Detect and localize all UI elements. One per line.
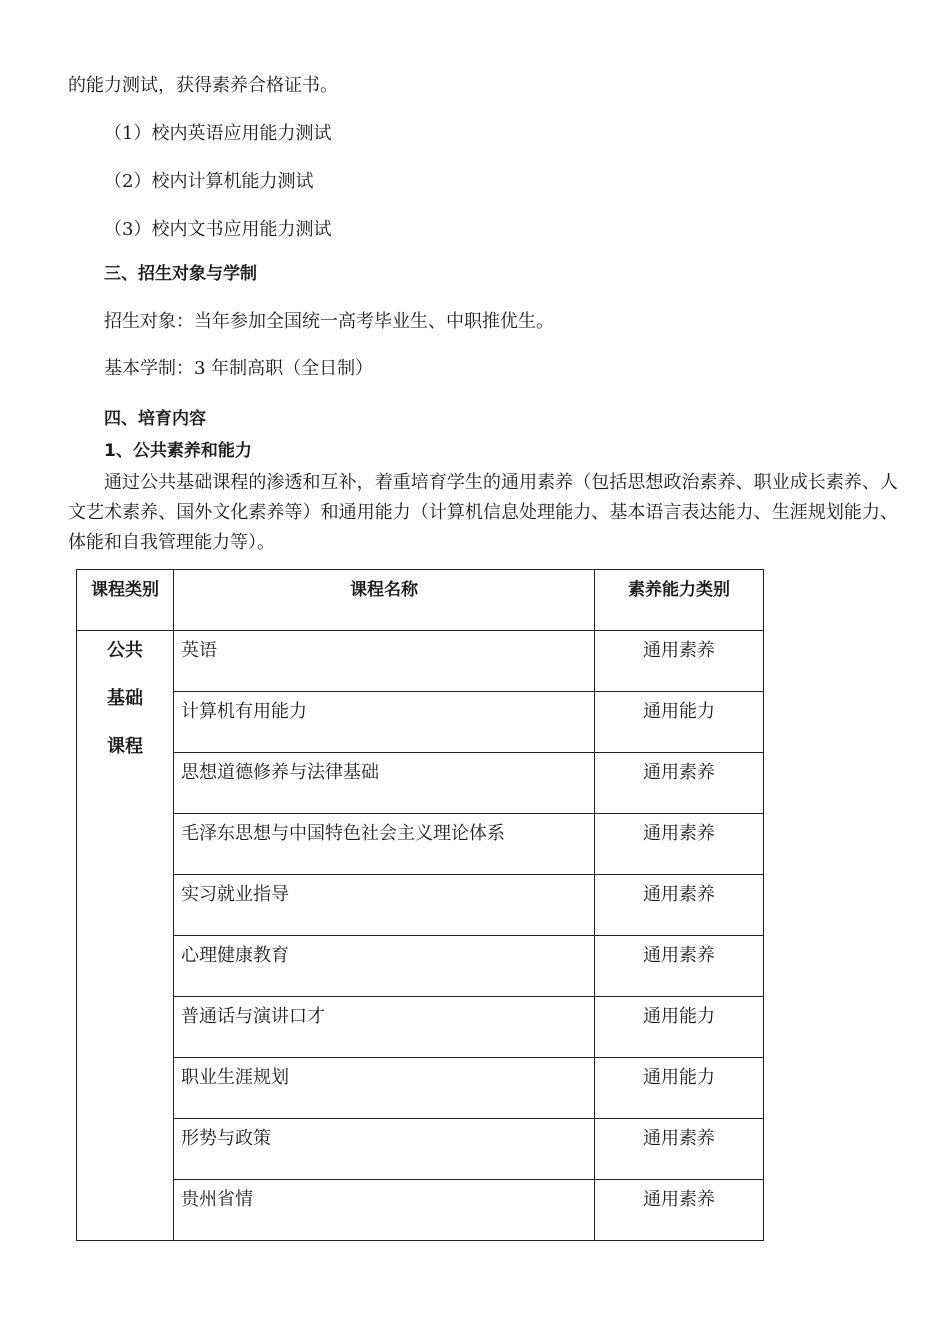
table-row	[77, 814, 764, 875]
header-ability-type: 素养能力类别	[595, 570, 764, 631]
ability-type: 通用素养	[595, 875, 764, 936]
table-row	[77, 1058, 764, 1119]
category-cell	[77, 631, 174, 1241]
course-name: 普通话与演讲口才	[174, 997, 595, 1058]
table-row	[77, 997, 764, 1058]
course-name: 贵州省情	[174, 1180, 595, 1241]
ability-type: 通用素养	[595, 753, 764, 814]
course-name: 形势与政策	[174, 1119, 595, 1180]
table-row	[77, 1180, 764, 1241]
header-category: 课程类别	[77, 570, 174, 631]
subsection1-body: 通过公共基础课程的渗透和互补，着重培育学生的通用素养（包括思想政治素养、职业成长素养、人文艺术素养、国外文化素养等）和通用能力（计算机信息处理能力、基本语言表达能力、生涯规划能力、体能和自我管理能力等）。	[68, 472, 898, 553]
intro-tail: 的能力测试，获得素养合格证书。	[68, 75, 338, 96]
course-name: 实习就业指导	[174, 875, 595, 936]
ability-type: 通用素养	[595, 936, 764, 997]
table-header-row	[77, 570, 764, 631]
category-line: 基础	[107, 688, 143, 709]
course-name: 英语	[174, 631, 595, 692]
section3-heading: 三、招生对象与学制	[104, 264, 257, 284]
ability-type: 通用能力	[595, 692, 764, 753]
ability-type: 通用能力	[595, 997, 764, 1058]
course-name: 计算机有用能力	[174, 692, 595, 753]
table-row	[77, 875, 764, 936]
header-course-name: 课程名称	[174, 570, 595, 631]
section4-heading: 四、培育内容	[104, 409, 206, 429]
table-row	[77, 631, 764, 692]
table-row	[77, 1119, 764, 1180]
test-item-3: （3）校内文书应用能力测试	[104, 219, 332, 240]
course-name: 思想道德修养与法律基础	[174, 753, 595, 814]
ability-type: 通用素养	[595, 1119, 764, 1180]
table-row	[77, 936, 764, 997]
ability-type: 通用能力	[595, 1058, 764, 1119]
table-row	[77, 692, 764, 753]
course-table	[76, 569, 764, 1241]
test-item-1: （1）校内英语应用能力测试	[104, 123, 332, 144]
category-line: 公共	[107, 640, 143, 661]
test-item-2: （2）校内计算机能力测试	[104, 171, 314, 192]
category-line: 课程	[107, 736, 143, 757]
study-duration: 基本学制：3 年制高职（全日制）	[104, 358, 374, 379]
course-name: 心理健康教育	[174, 936, 595, 997]
ability-type: 通用素养	[595, 631, 764, 692]
enrollment-target: 招生对象：当年参加全国统一高考毕业生、中职推优生。	[104, 311, 554, 332]
course-name: 毛泽东思想与中国特色社会主义理论体系	[174, 814, 595, 875]
course-name: 职业生涯规划	[174, 1058, 595, 1119]
table-row	[77, 753, 764, 814]
subsection1-heading: 1、公共素养和能力	[104, 441, 252, 461]
ability-type: 通用素养	[595, 814, 764, 875]
ability-type: 通用素养	[595, 1180, 764, 1241]
